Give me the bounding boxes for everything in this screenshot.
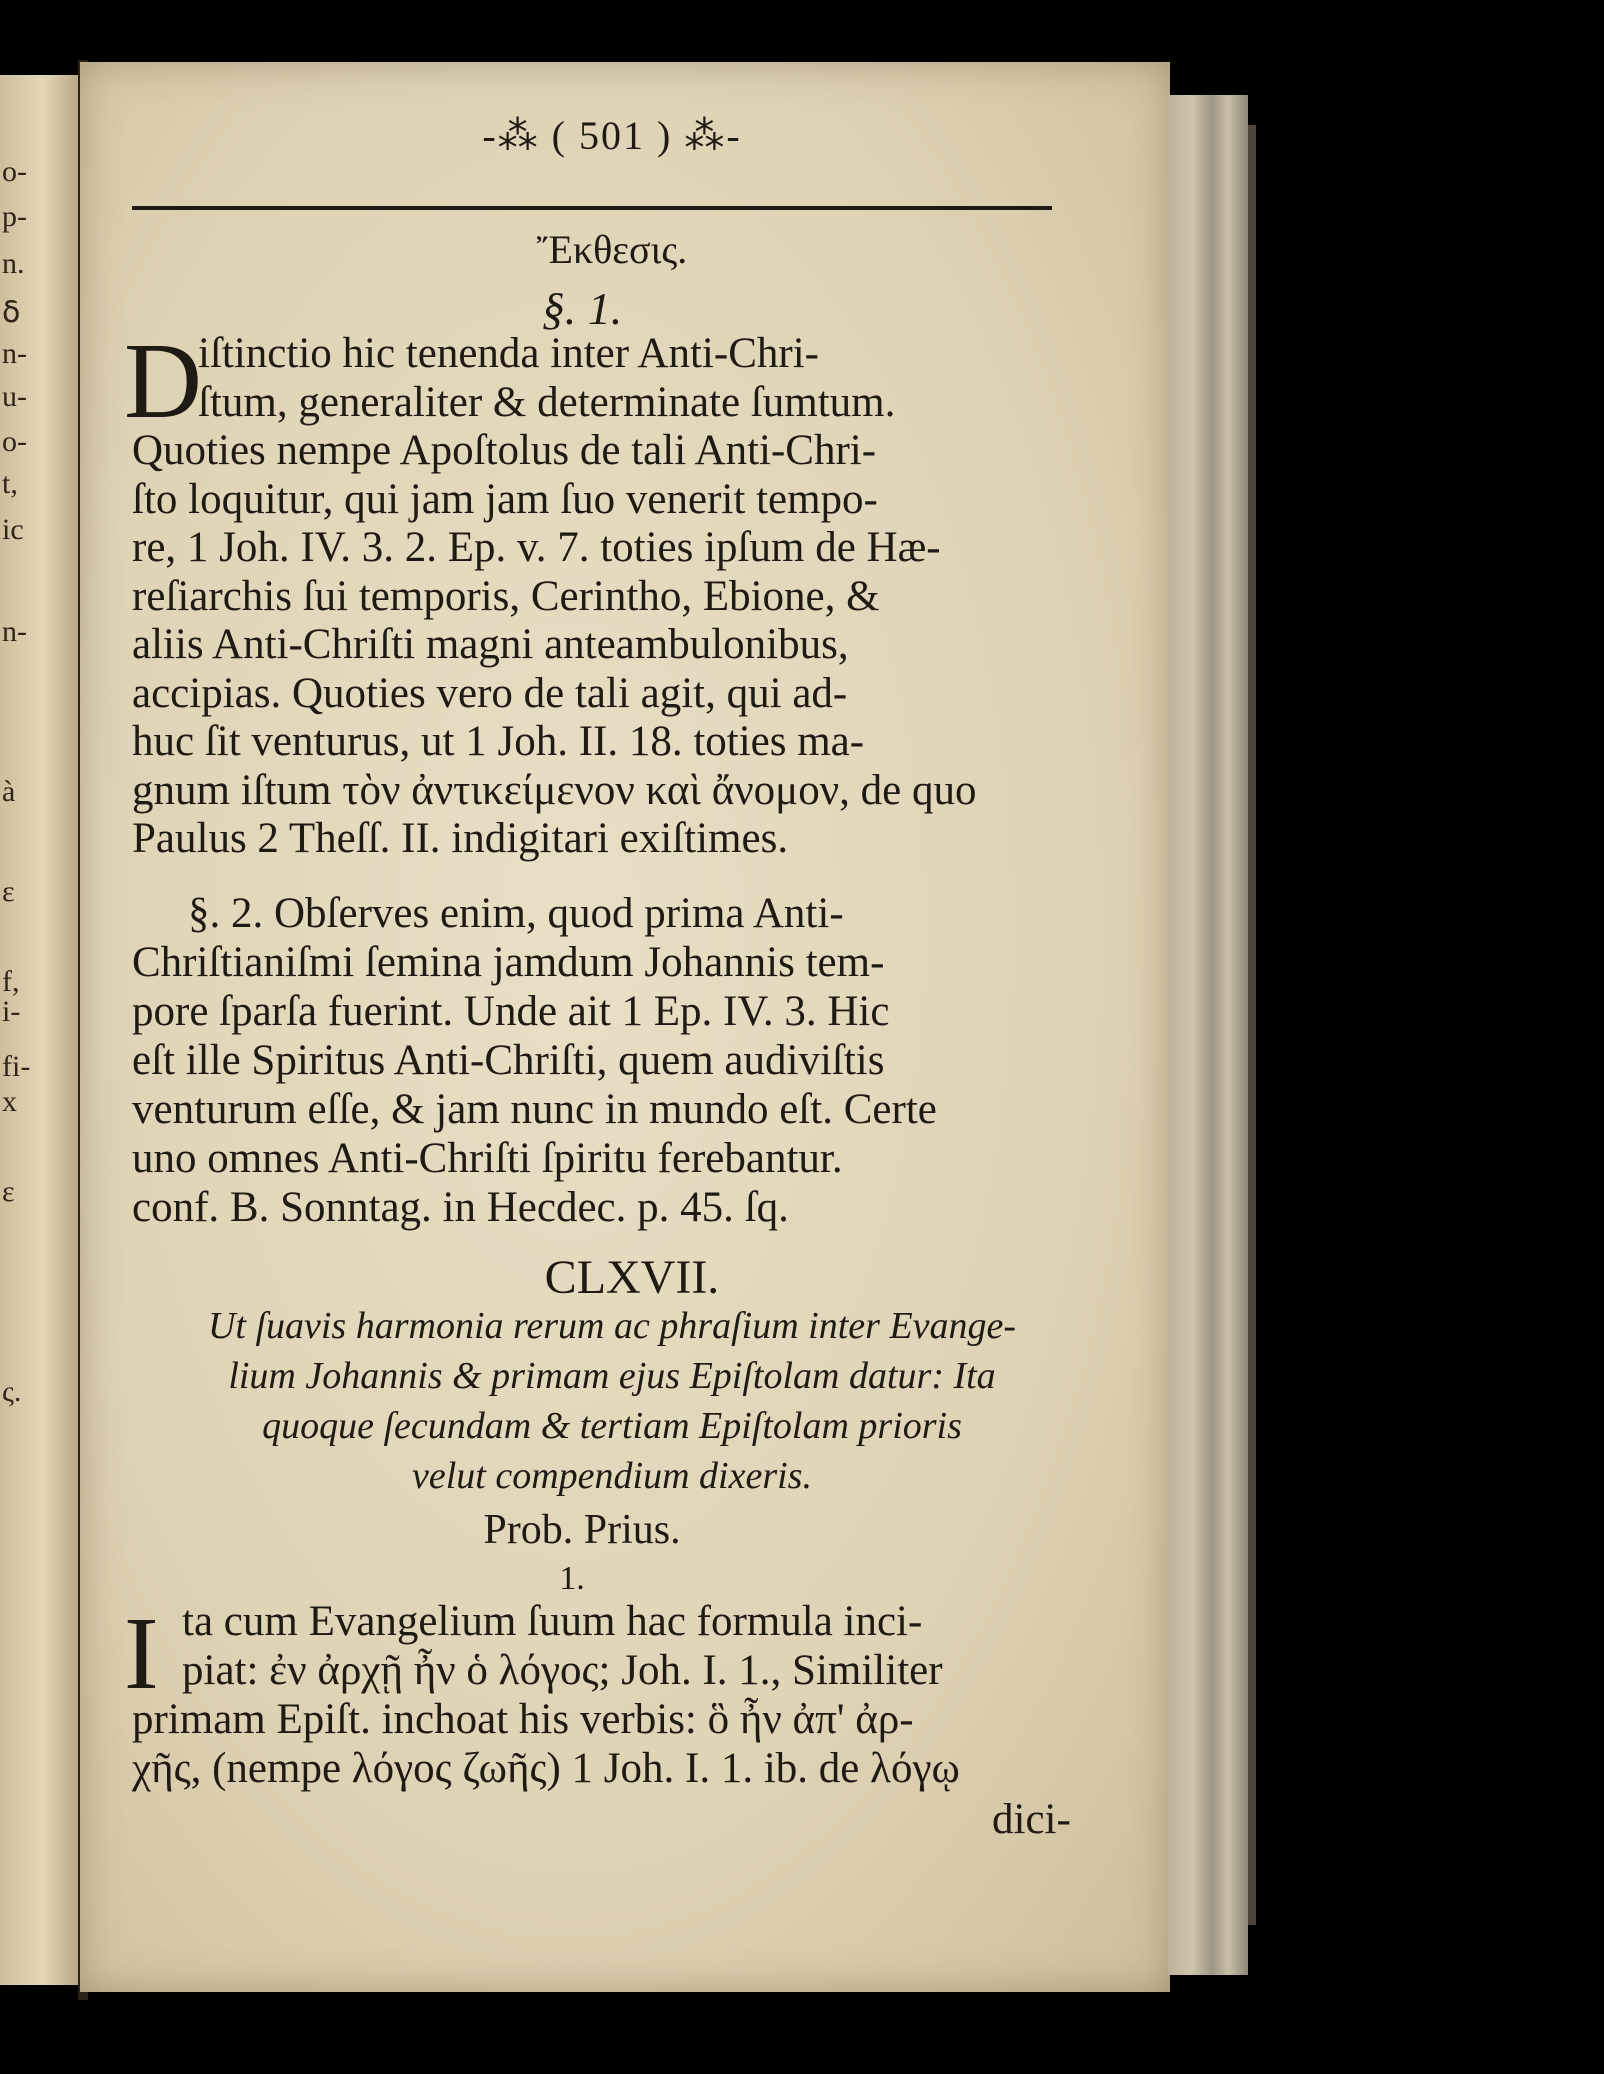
margin-fragment: à <box>2 775 16 808</box>
text-line: piat: ἐν ἀρχῇ ἦν ὁ λόγος; Joh. I. 1., Similiter <box>182 1647 943 1694</box>
margin-fragment: ẟ <box>2 296 21 329</box>
text-line: Quoties nempe Apoſtolus de tali Anti-Chri- <box>132 427 877 474</box>
text-line: primam Epiſt. inchoat his verbis: ὃ ἦν ἀπ' ἀρ- <box>132 1696 914 1743</box>
margin-fragment: o- <box>2 155 27 188</box>
drop-cap-i: I <box>124 1596 159 1711</box>
text-line: eſt ille Spiritus Anti-Chriſti, quem audiviſtis <box>132 1037 885 1084</box>
text-line: gnum iſtum τὸν ἀντικείμενον καὶ ἄνομον, de quo <box>132 766 977 814</box>
text-line: iſtinctio hic tenenda inter Anti-Chri- <box>198 330 819 377</box>
text-line: Paulus 2 Theſſ. II. indigitari exiſtimes. <box>132 815 789 862</box>
text-line: pore ſparſa fuerint. Unde ait 1 Ep. IV. 3. Hic <box>132 988 890 1035</box>
margin-fragment: o- <box>2 425 27 458</box>
margin-fragment: t, <box>2 467 18 500</box>
facing-page-edge <box>0 75 78 1985</box>
text-line: venturum eſſe, & jam nunc in mundo eſt. Certe <box>132 1086 937 1133</box>
thesis-line: Ut ſuavis harmonia rerum ac phraſium inter Evange- <box>207 1305 1017 1347</box>
margin-fragment: u- <box>2 380 27 413</box>
margin-fragment: fi- <box>2 1050 31 1083</box>
section-1-mark: §. 1. <box>541 283 623 334</box>
text-line: Chriſtianiſmi ſemina jamdum Johannis tem- <box>132 939 885 986</box>
text-line: §. 2. Obſerves enim, quod prima Anti- <box>188 890 844 937</box>
margin-fragment: i- <box>2 995 21 1028</box>
text-line: reſiarchis ſui temporis, Cerintho, Ebione, & <box>132 572 880 620</box>
text-line: ſtum, generaliter & determinate ſumtum. <box>198 378 896 426</box>
running-head: -⁂ ( 501 ) ⁂- <box>482 113 742 158</box>
margin-fragment: ε <box>2 875 15 908</box>
text-line: accipias. Quoties vero de tali agit, qui ad- <box>132 669 848 717</box>
margin-fragment: n- <box>2 615 27 648</box>
ekthesis-heading: Ἔκθεσις. <box>536 227 688 272</box>
catchword: dici- <box>992 1796 1071 1843</box>
text-line: re, 1 Joh. IV. 3. 2. Ep. v. 7. toties ipſum de Hæ- <box>132 524 941 571</box>
thesis-line: quoque ſecundam & tertiam Epiſtolam prioris <box>262 1405 962 1447</box>
text-line: ta cum Evangelium ſuum hac formula inci- <box>182 1598 923 1645</box>
text-line: huc ſit venturus, ut 1 Joh. II. 18. toties ma- <box>132 718 865 765</box>
page-edges <box>1168 95 1248 1975</box>
header-rule <box>132 206 1052 210</box>
text-line: uno omnes Anti-Chriſti ſpiritu ferebantur. <box>132 1135 843 1182</box>
margin-fragment: f, <box>2 965 20 998</box>
margin-fragment: n. <box>2 247 25 280</box>
text-line: aliis Anti-Chriſti magni anteambulonibus, <box>132 621 849 668</box>
thesis-line: velut compendium dixeris. <box>412 1455 812 1497</box>
text-line: χῆς, (nempe λόγος ζωῆς) 1 Joh. I. 1. ib. de λόγῳ <box>132 1745 960 1792</box>
margin-fragment: ς. <box>2 1375 22 1408</box>
text-line: ſto loquitur, qui jam jam ſuo venerit tempo- <box>132 475 878 523</box>
margin-fragment: ic <box>2 513 24 546</box>
margin-fragment: x <box>2 1085 17 1118</box>
text-line: conf. B. Sonntag. in Hecdec. p. 45. ſq. <box>132 1184 789 1231</box>
thesis-line: lium Johannis & primam ejus Epiſtolam datur: Ita <box>228 1355 996 1397</box>
margin-fragment: n- <box>2 337 27 370</box>
chapter-number: CLXVII. <box>544 1251 720 1304</box>
margin-fragment: ε <box>2 1175 15 1208</box>
drop-cap-d: D <box>124 322 202 441</box>
margin-fragment: p- <box>2 200 27 233</box>
prob-heading: Prob. Prius. <box>483 1507 681 1553</box>
section-number: 1. <box>559 1560 585 1597</box>
